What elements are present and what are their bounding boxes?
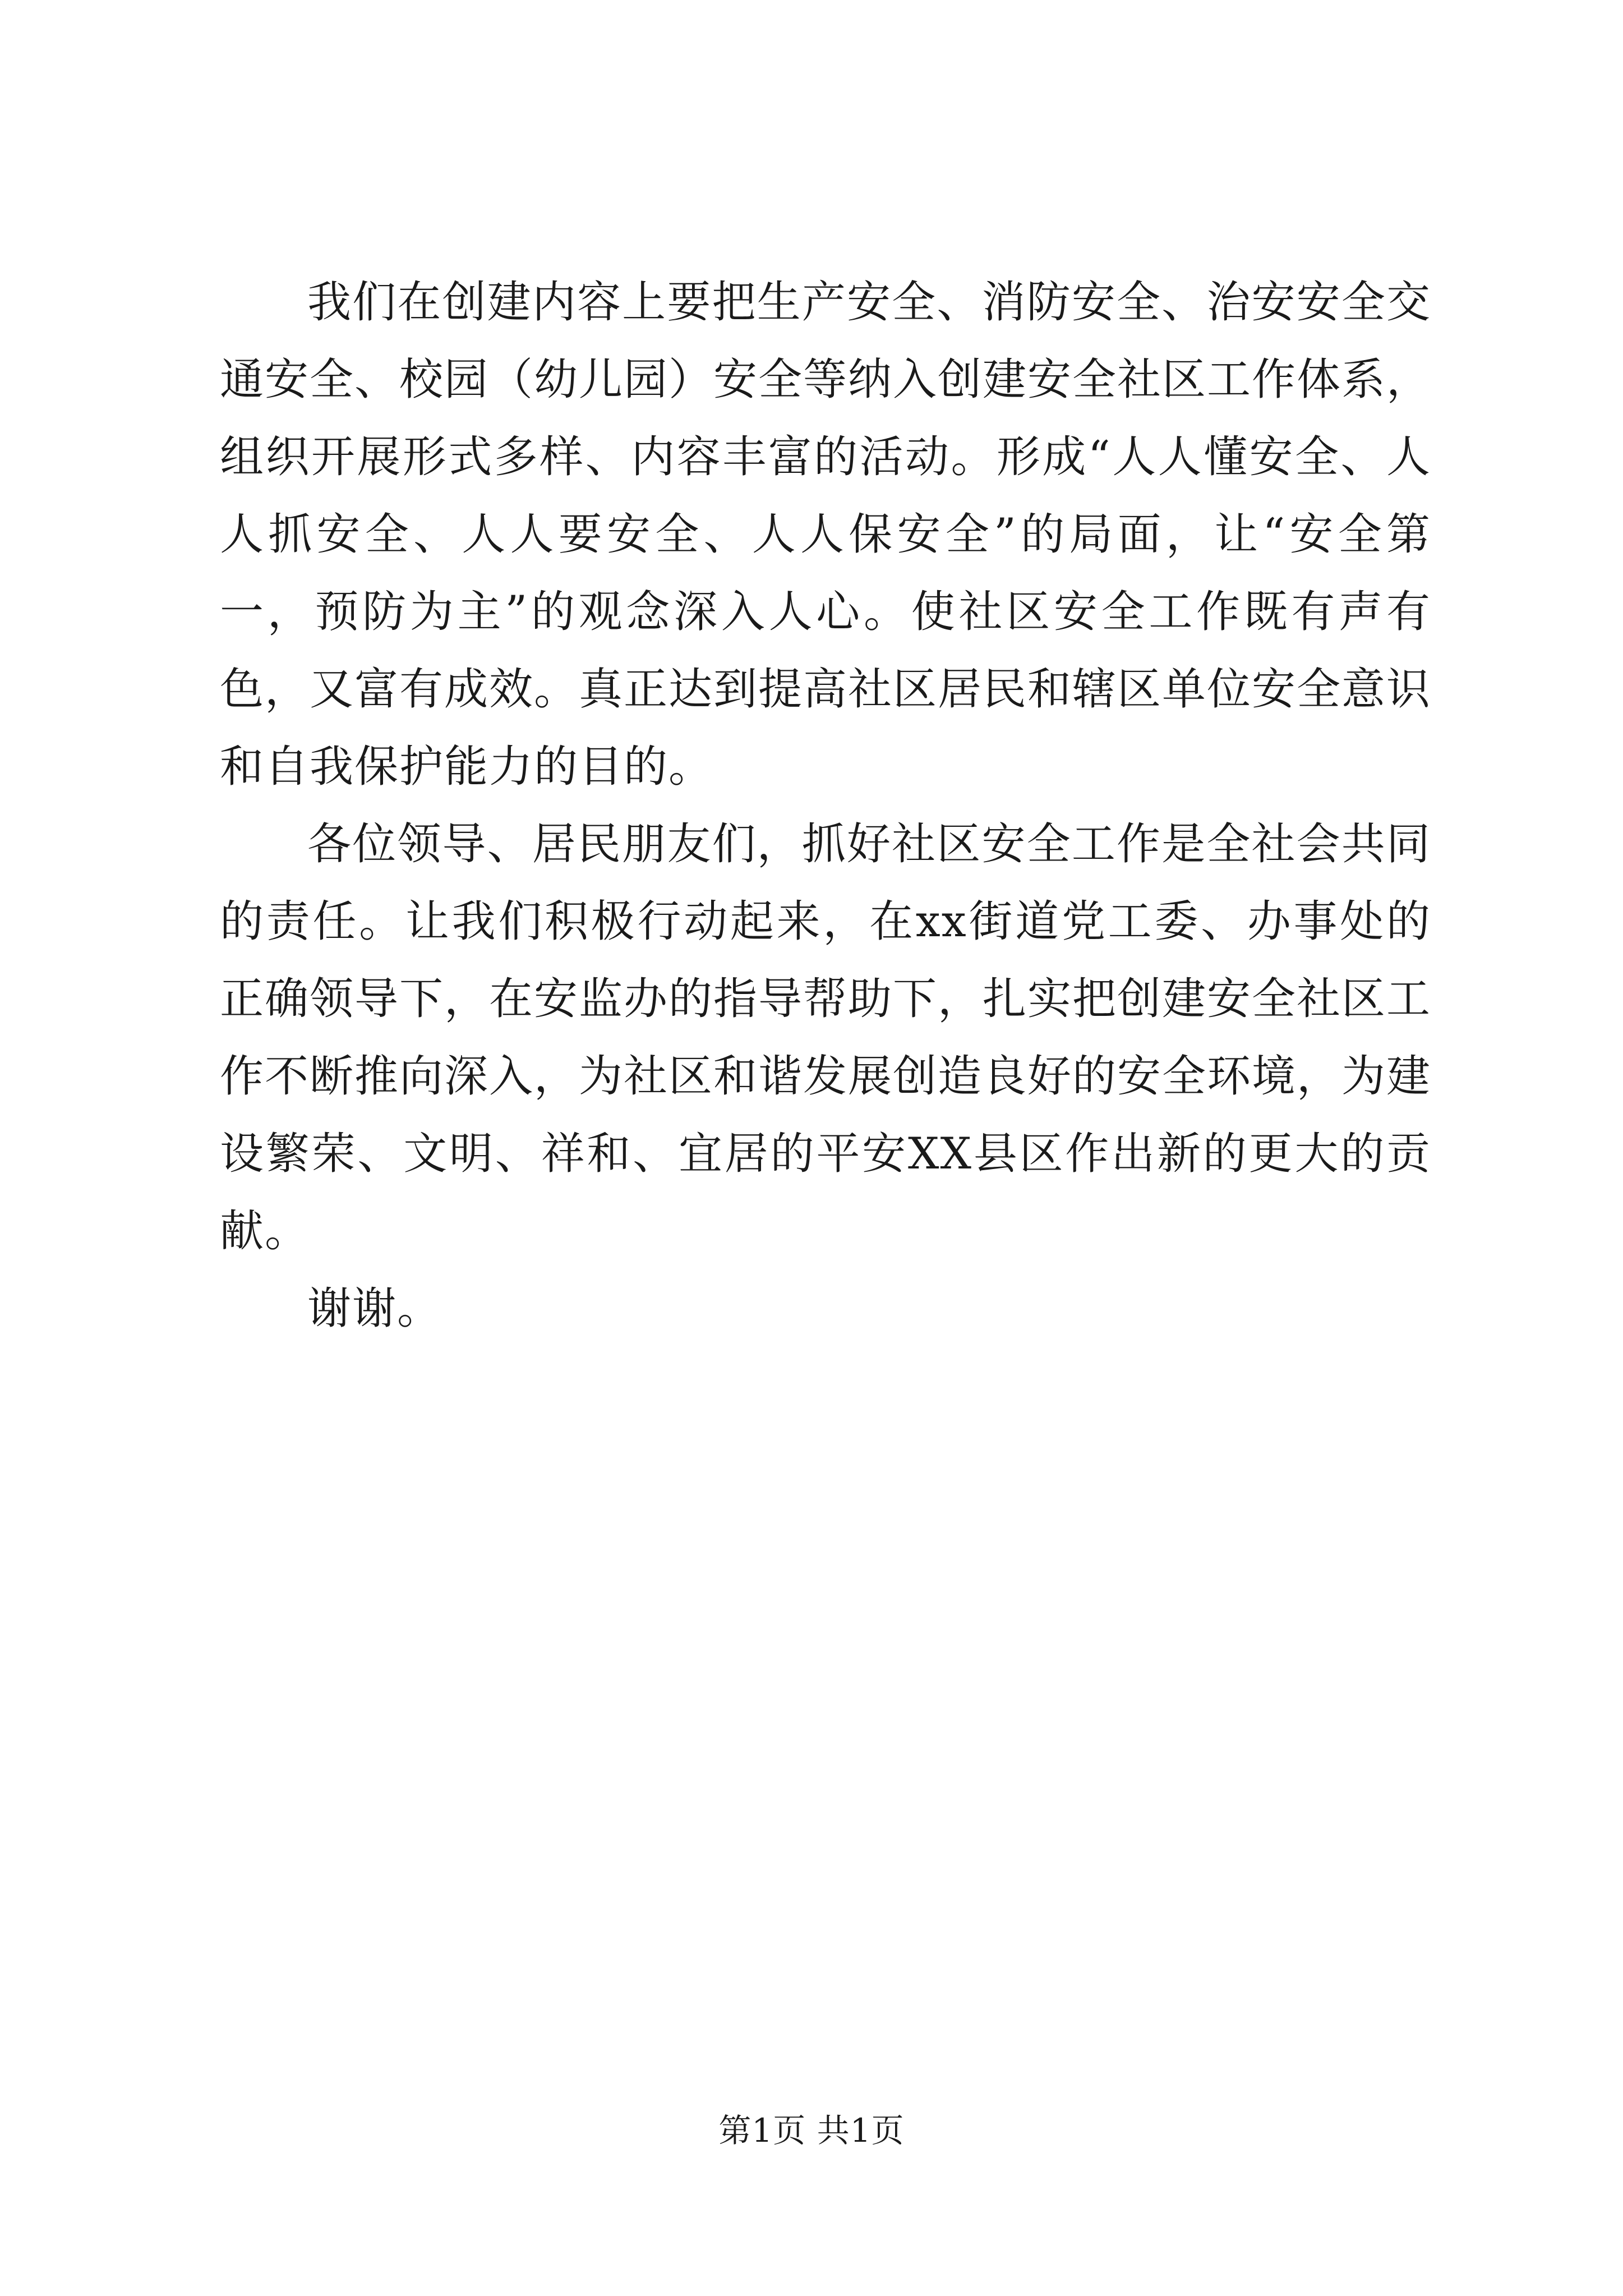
closing-paragraph: 谢谢。: [307, 1283, 442, 1334]
paragraph: 各位领导、居民朋友们，抓好社区安全工作是全社会共同的责任。让我们积极行动起来，在xx街道党工委、办事处的正确领导下，在安监办的指导帮助下，扎实把创建安全社区工作不断推向深入，为社区和谐发展创造良好的安全环境，为建设繁荣、文明、祥和、宜居的平安XX县区作出新的更大的贡献。: [220, 819, 1432, 1257]
paragraph: 我们在创建内容上要把生产安全、消防安全、治安安全交通安全、校园（幼儿园）安全等纳入创建安全社区工作体系，组织开展形式多样、内容丰富的活动。形成“人人懂安全、人人抓安全、人人要安全、人人保安全”的局面，让“安全第一，预防为主”的观念深入人心。使社区安全工作既有声有色，又富有成效。真正达到提高社区居民和辖区单位安全意识和自我保护能力的目的。: [220, 277, 1432, 792]
page-number-label: 第1页 共1页: [718, 2111, 905, 2150]
page-footer: [0, 2108, 1623, 2153]
document-body: [220, 264, 1431, 1347]
